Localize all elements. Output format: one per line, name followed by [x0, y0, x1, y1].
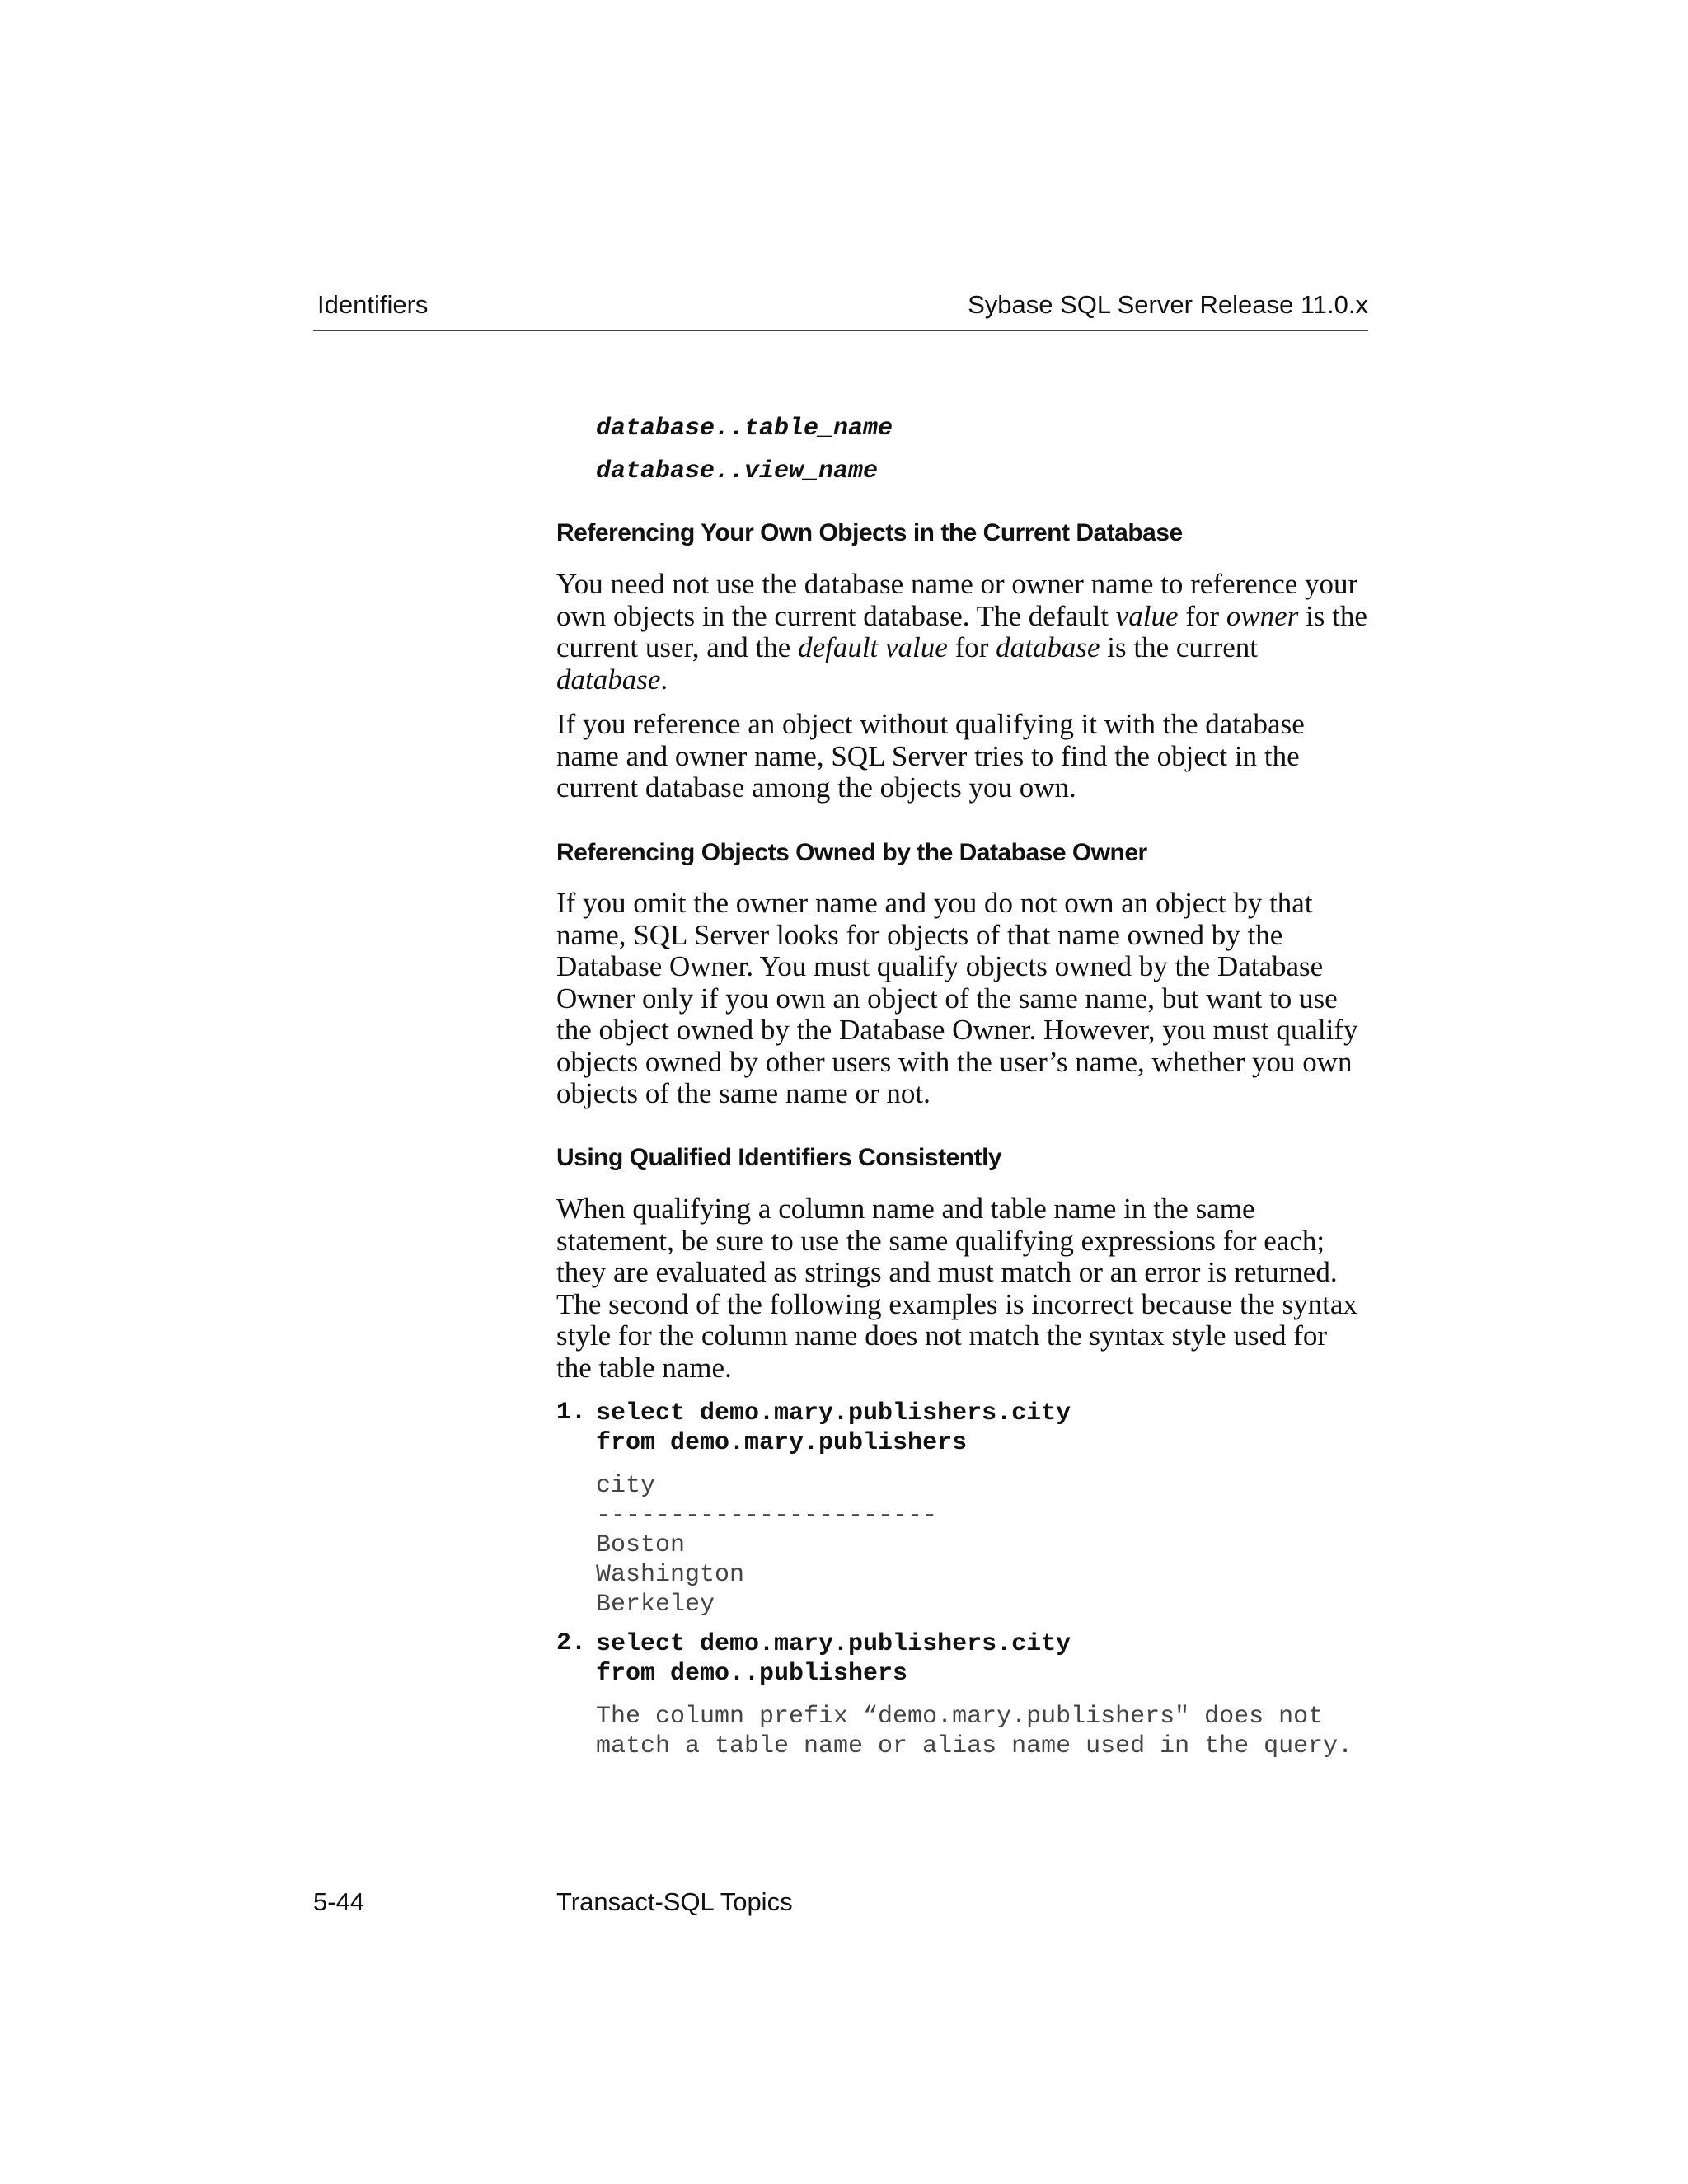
example-1-select-line: select demo.mary.publishers.city — [596, 1399, 1071, 1427]
running-header-chapter: Identifiers — [317, 290, 429, 319]
section-heading-own-objects: Referencing Your Own Objects in the Current Database — [556, 519, 1183, 546]
paragraph-qualified-identifiers: When qualifying a column name and table name in the same statement, be sure to use the same qualifying expressions for each; they are evaluated as strings and must match or an error is returned. The second of the following examples is incorrect because the syntax style for the column name does not match the syntax style used for the table name. — [556, 1193, 1357, 1384]
paragraph-own-objects: You need not use the database name or owner name to reference your own objects in the current database. The default value for owner is the current user, and the default value for database is the current database. — [556, 568, 1367, 696]
section-heading-qualified-identifiers: Using Qualified Identifiers Consistently — [556, 1144, 1002, 1171]
example-1-from-line: from demo.mary.publishers — [596, 1429, 968, 1457]
running-header-product: Sybase SQL Server Release 11.0.x — [968, 290, 1368, 319]
section-heading-dbo-objects: Referencing Objects Owned by the Database Owner — [556, 839, 1147, 866]
footer-title: Transact-SQL Topics — [556, 1887, 793, 1916]
example-number-1: 1. — [556, 1399, 587, 1427]
example-2-select-line: select demo.mary.publishers.city — [596, 1630, 1071, 1658]
header-rule — [313, 330, 1368, 331]
paragraph-dbo-objects: If you omit the owner name and you do not own an object by that name, SQL Server looks for objects of that name owned by the Database Owner. You must qualify objects owned by the Database Owner only if you own an object of the same name, but want to use the object owned by the Database Owner. However, you must qualify objects owned by other users with the user’s name, whether you own objects of the same name or not. — [556, 887, 1358, 1109]
example-2-from-line: from demo..publishers — [596, 1660, 908, 1688]
syntax-table-name: database..table_name — [596, 415, 893, 443]
example-2-error-message: The column prefix “demo.mary.publishers" does not match a table name or alias name used in the query. — [596, 1703, 1353, 1760]
syntax-view-name: database..view_name — [596, 457, 879, 485]
page-number: 5-44 — [313, 1887, 365, 1916]
example-1-output: city ----------------------- Boston Washington Berkeley — [596, 1472, 938, 1619]
example-number-2: 2. — [556, 1629, 587, 1657]
paragraph-unqualified-reference: If you reference an object without qualifying it with the database name and owner name, SQL Server tries to find the object in the current database among the objects you own. — [556, 708, 1305, 804]
